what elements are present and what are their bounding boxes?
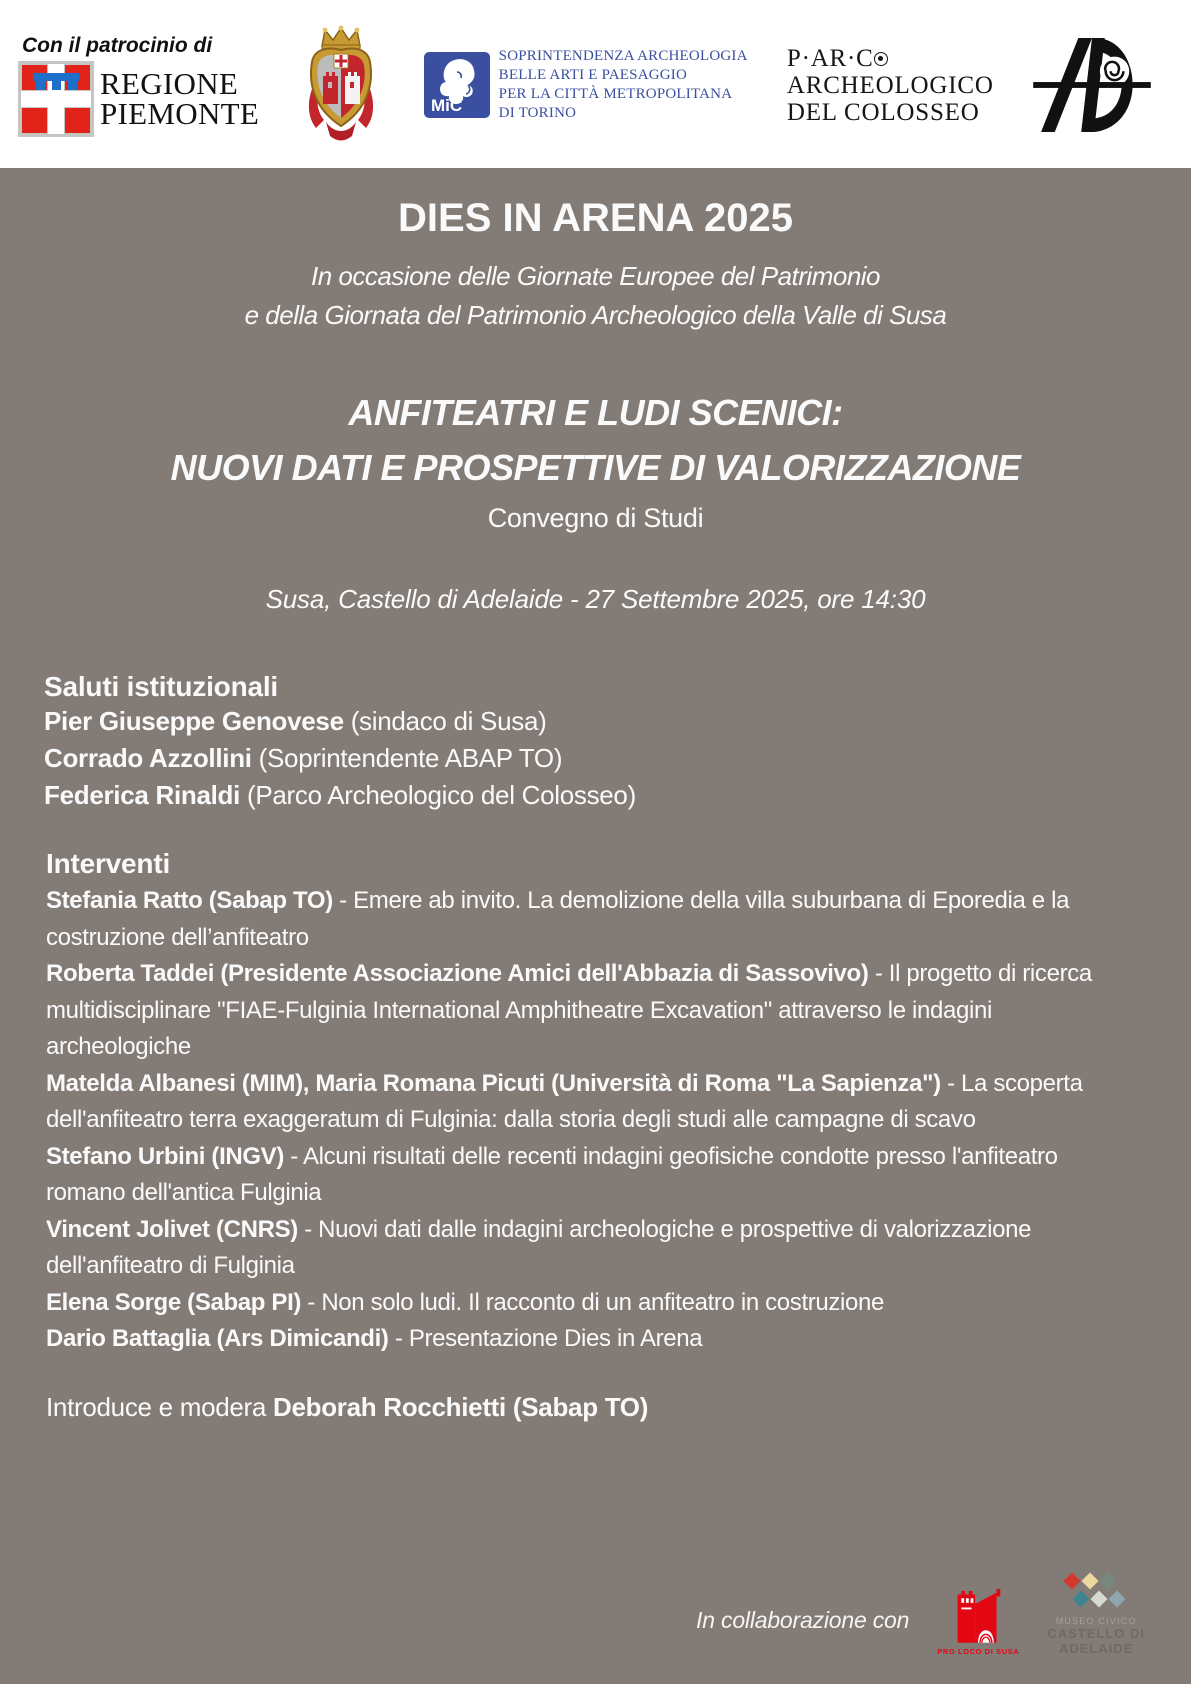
- pro-loco-gate-icon: [953, 1583, 1003, 1645]
- talk-item: [46, 1139, 1129, 1212]
- talk-item: [46, 1066, 1129, 1139]
- talk-item: [46, 956, 1129, 1066]
- soprintendenza-line2: BELLE ARTI E PAESAGGIO: [498, 67, 688, 83]
- occasion-line2: e della Giornata del Patrimonio Archeologico della Valle di Susa: [244, 300, 947, 330]
- talk-speaker: Stefania Ratto (Sabap TO): [46, 887, 333, 914]
- parco-colosseo-logo: [787, 45, 994, 126]
- regione-line2: PIEMONTE: [100, 95, 260, 131]
- conference-title-line2: NUOVI DATI E PROSPETTIVE DI VALORIZZAZIONE: [170, 447, 1021, 488]
- patronage-block: [18, 34, 259, 137]
- soprintendenza-line1: SOPRINTENDENZA ARCHEOLOGIA: [498, 48, 748, 64]
- greeting-item: [44, 777, 1131, 814]
- poster-body: [0, 168, 1191, 1684]
- conference-title: [0, 385, 1191, 495]
- talk-speaker: Elena Sorge (Sabap PI): [46, 1288, 302, 1316]
- pro-loco-susa-logo: [937, 1583, 1019, 1656]
- moderation-prefix: Introduce e modera: [46, 1391, 273, 1422]
- talk-item: [46, 1212, 1129, 1285]
- talk-title: - Emere ab invito. La demolizione della villa suburbana di Eporedia e la costruzione dell’anfiteatro: [46, 887, 1070, 951]
- greetings-heading: Saluti istituzionali: [44, 671, 279, 702]
- svg-text:MiC: MiC: [430, 96, 462, 115]
- talks-heading: Interventi: [46, 848, 171, 879]
- talk-item: [46, 883, 1129, 956]
- soprintendenza-line3: PER LA CITTÀ METROPOLITANA: [498, 86, 733, 102]
- occasion-subtitle: [0, 257, 1191, 335]
- regione-line1: REGIONE: [100, 65, 239, 101]
- greeting-name: Pier Giuseppe Genovese: [44, 706, 344, 736]
- event-title: DIES IN ARENA 2025: [398, 196, 793, 240]
- conference-subtitle: Convegno di Studi: [487, 503, 704, 533]
- regione-piemonte-cross-icon: [18, 61, 94, 137]
- talk-title: - Non solo ludi. Il racconto di un anfiteatro in costruzione: [301, 1288, 885, 1316]
- venue-date: Susa, Castello di Adelaide - 27 Settembre 2025, ore 14:30: [265, 584, 926, 614]
- pro-loco-caption: PRO LOCO DI SUSA: [937, 1647, 1020, 1656]
- talk-speaker: Stefano Urbini (INGV): [46, 1142, 284, 1170]
- parco-line1: [787, 45, 994, 72]
- susa-coat-of-arms-icon: [298, 24, 384, 146]
- greeting-role: (Soprintendente ABAP TO): [251, 743, 563, 773]
- regione-piemonte-logo: [18, 61, 259, 137]
- greeting-name: Federica Rinaldi: [44, 780, 241, 810]
- moderation-line: [46, 1392, 1131, 1423]
- talk-title: - Alcuni risultati delle recenti indagini geofisiche condotte presso l'anfiteatro romano dell'antica Fulginia: [46, 1142, 1058, 1206]
- talk-title: - La scoperta dell'anfiteatro terra exaggeratum di Fulginia: dalla storia degli studi alle campagne di scavo: [46, 1069, 1083, 1133]
- header-logo-band: [0, 0, 1191, 168]
- mic-soprintendenza-logo: [424, 47, 748, 123]
- greeting-name: Corrado Azzollini: [44, 743, 252, 773]
- talk-item: [46, 1285, 1129, 1322]
- talk-title: - Il progetto di ricerca multidisciplinare "FIAE-Fulginia International Amphitheatre Excavation" attraverso le indagini archeologiche: [46, 960, 1092, 1060]
- greeting-item: [44, 703, 1131, 740]
- collaboration-footer: [696, 1571, 1145, 1656]
- mic-profile-icon: [424, 52, 490, 118]
- regione-piemonte-wordmark: [100, 65, 260, 131]
- moderator-name: Deborah Rocchietti (Sabap TO): [273, 1391, 649, 1422]
- greetings-section: [44, 671, 1131, 814]
- conference-title-line1: ANFITEATRI E LUDI SCENICI:: [348, 392, 843, 433]
- greeting-role: (sindaco di Susa): [343, 706, 547, 736]
- museo-caption-line1: MUSEO CIVICO: [1055, 1616, 1137, 1626]
- greeting-item: [44, 740, 1131, 777]
- circled-o-icon: [874, 52, 889, 67]
- occasion-line1: In occasione delle Giornate Europee del Patrimonio: [310, 261, 881, 291]
- museo-diamonds-icon: [1048, 1571, 1144, 1611]
- museo-civico-logo: [1047, 1571, 1145, 1656]
- ars-dimicandi-ad-monogram-icon: [1033, 36, 1151, 134]
- talk-speaker: Dario Battaglia (Ars Dimicandi): [46, 1325, 389, 1352]
- greeting-role: (Parco Archeologico del Colosseo): [240, 780, 636, 810]
- soprintendenza-text: [499, 47, 748, 123]
- parco-line3: DEL COLOSSEO: [786, 98, 980, 126]
- museo-caption-line3: ADELAIDE: [1058, 1641, 1134, 1656]
- talk-title: - Nuovi dati dalle indagini archeologiche e prospettive di valorizzazione dell'anfiteatro di Fulginia: [46, 1215, 1032, 1279]
- patronage-label: Con il patrocinio di: [22, 33, 213, 57]
- talk-speaker: Matelda Albanesi (MIM), Maria Romana Picuti (Università di Roma "La Sapienza"): [46, 1069, 941, 1097]
- parco-line2: ARCHEOLOGICO: [786, 71, 994, 99]
- talk-item: [46, 1321, 1129, 1358]
- soprintendenza-line4: DI TORINO: [498, 105, 577, 121]
- museo-caption-line2: CASTELLO DI: [1047, 1626, 1145, 1641]
- talks-section: [46, 848, 1129, 1358]
- collaboration-label: In collaborazione con: [696, 1607, 910, 1633]
- talk-speaker: Roberta Taddei (Presidente Associazione Amici dell'Abbazia di Sassovivo): [46, 960, 869, 987]
- talk-speaker: Vincent Jolivet (CNRS): [46, 1215, 298, 1243]
- parco-line1-text: P·AR·C: [786, 44, 874, 72]
- talk-title: - Presentazione Dies in Arena: [388, 1325, 703, 1352]
